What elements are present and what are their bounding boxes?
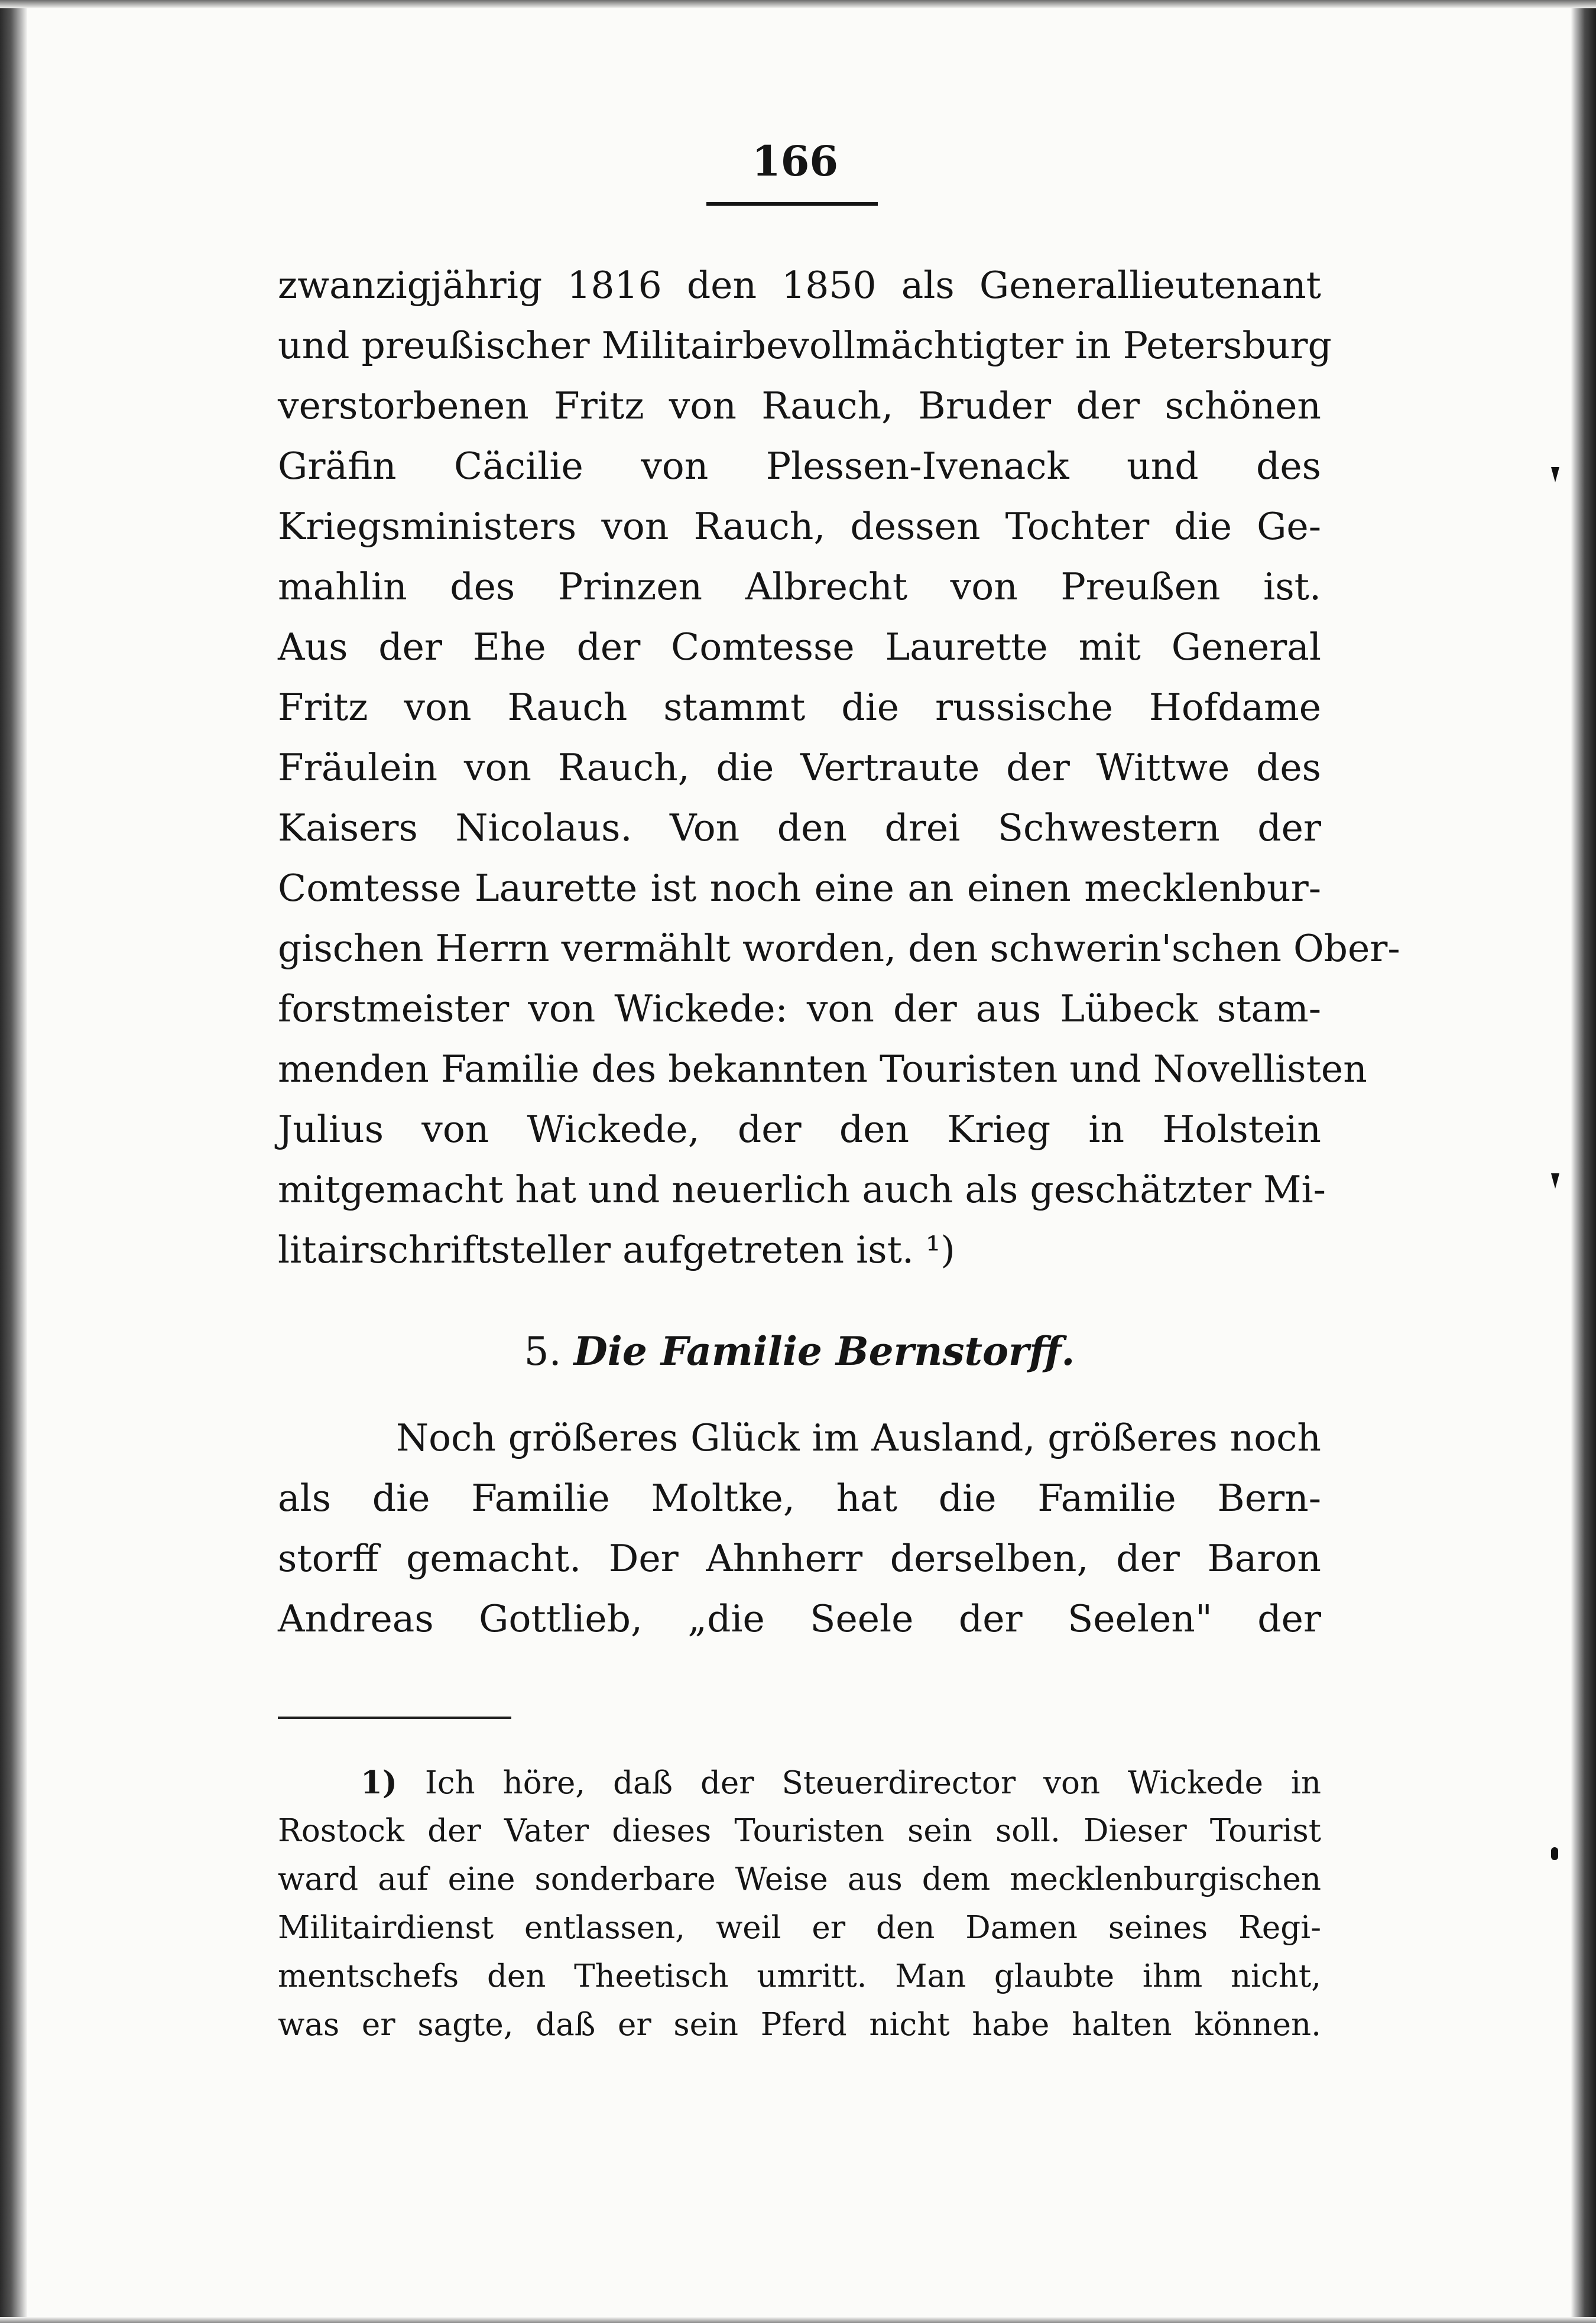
text-line: Fritz von Rauch stammt die russische Hofdame: [278, 686, 1321, 729]
text-line: storff gemacht. Der Ahnherr derselben, der Baron: [278, 1537, 1321, 1580]
section-number: 5.: [524, 1329, 562, 1374]
text-line: mitgemacht hat und neuerlich auch als geschätzter Mi-: [278, 1168, 1326, 1211]
scan-edge-top: [0, 0, 1596, 8]
footnote-line: [278, 1759, 1321, 1807]
text-line: mahlin des Prinzen Albrecht von Preußen ist.: [278, 565, 1321, 608]
text-line: Kaisers Nicolaus. Von den drei Schwestern der: [278, 806, 1321, 849]
text-line: Kriegsministers von Rauch, dessen Tochter die Ge-: [278, 505, 1321, 548]
text-line: als die Familie Moltke, hat die Familie Bern-: [278, 1477, 1321, 1520]
footnote-line: ward auf eine sonderbare Weise aus dem mecklenburgischen: [278, 1861, 1321, 1897]
text-line: gischen Herrn vermählt worden, den schwerin'schen Ober-: [278, 927, 1400, 970]
footnote: [278, 1759, 1321, 2049]
margin-dot-mark: [1551, 1847, 1558, 1860]
text-line: Julius von Wickede, der den Krieg in Holstein: [278, 1108, 1321, 1151]
text-line: Comtesse Laurette ist noch eine an einen mecklenbur-: [278, 867, 1321, 910]
scan-edge-bottom: [0, 2317, 1596, 2323]
footnote-line: was er sagte, daß er sein Pferd nicht habe halten können.: [278, 2007, 1321, 2043]
text-line: Gräfin Cäcilie von Plessen-Ivenack und des: [278, 445, 1321, 488]
text-line: litairschriftsteller aufgetreten ist. ¹): [278, 1228, 955, 1271]
text-line: Aus der Ehe der Comtesse Laurette mit General: [278, 625, 1321, 669]
main-text: [278, 255, 1400, 1649]
footnote-line-text: Ich höre, daß der Steuerdirector von Wickede in: [424, 1765, 1321, 1801]
text-line: Andreas Gottlieb, „die Seele der Seelen" der: [278, 1597, 1321, 1640]
section-heading: [278, 1280, 1321, 1408]
margin-arrow-mark: [1551, 467, 1559, 482]
text-line: zwanzigjährig 1816 den 1850 als Generallieutenant: [278, 264, 1321, 307]
text-line: Noch größeres Glück im Ausland, größeres noch: [396, 1416, 1321, 1459]
footnote-line: mentschefs den Theetisch umritt. Man glaubte ihm nicht,: [278, 1958, 1321, 1994]
text-line: menden Familie des bekannten Touristen und Novellisten: [278, 1047, 1367, 1091]
text-line: forstmeister von Wickede: von der aus Lübeck stam-: [278, 987, 1321, 1030]
page-number: 166: [751, 137, 839, 186]
footnote-rule: [278, 1717, 511, 1719]
page-number-rule: [706, 202, 878, 206]
text-line: und preußischer Militairbevollmächtigter in Petersburg: [278, 324, 1332, 367]
footnote-marker: 1): [361, 1764, 397, 1801]
margin-arrow-mark: [1551, 1173, 1559, 1189]
text-line: verstorbenen Fritz von Rauch, Bruder der schönen: [278, 384, 1321, 427]
text-line: Fräulein von Rauch, die Vertraute der Wittwe des: [278, 746, 1321, 789]
scan-edge-left: [0, 0, 27, 2323]
section-title: Die Familie Bernstorff.: [573, 1328, 1075, 1374]
footnote-line: Rostock der Vater dieses Touristen sein soll. Dieser Tourist: [278, 1813, 1321, 1849]
footnote-line: Militairdienst entlassen, weil er den Damen seines Regi-: [278, 1910, 1321, 1946]
scan-edge-right: [1571, 0, 1596, 2323]
